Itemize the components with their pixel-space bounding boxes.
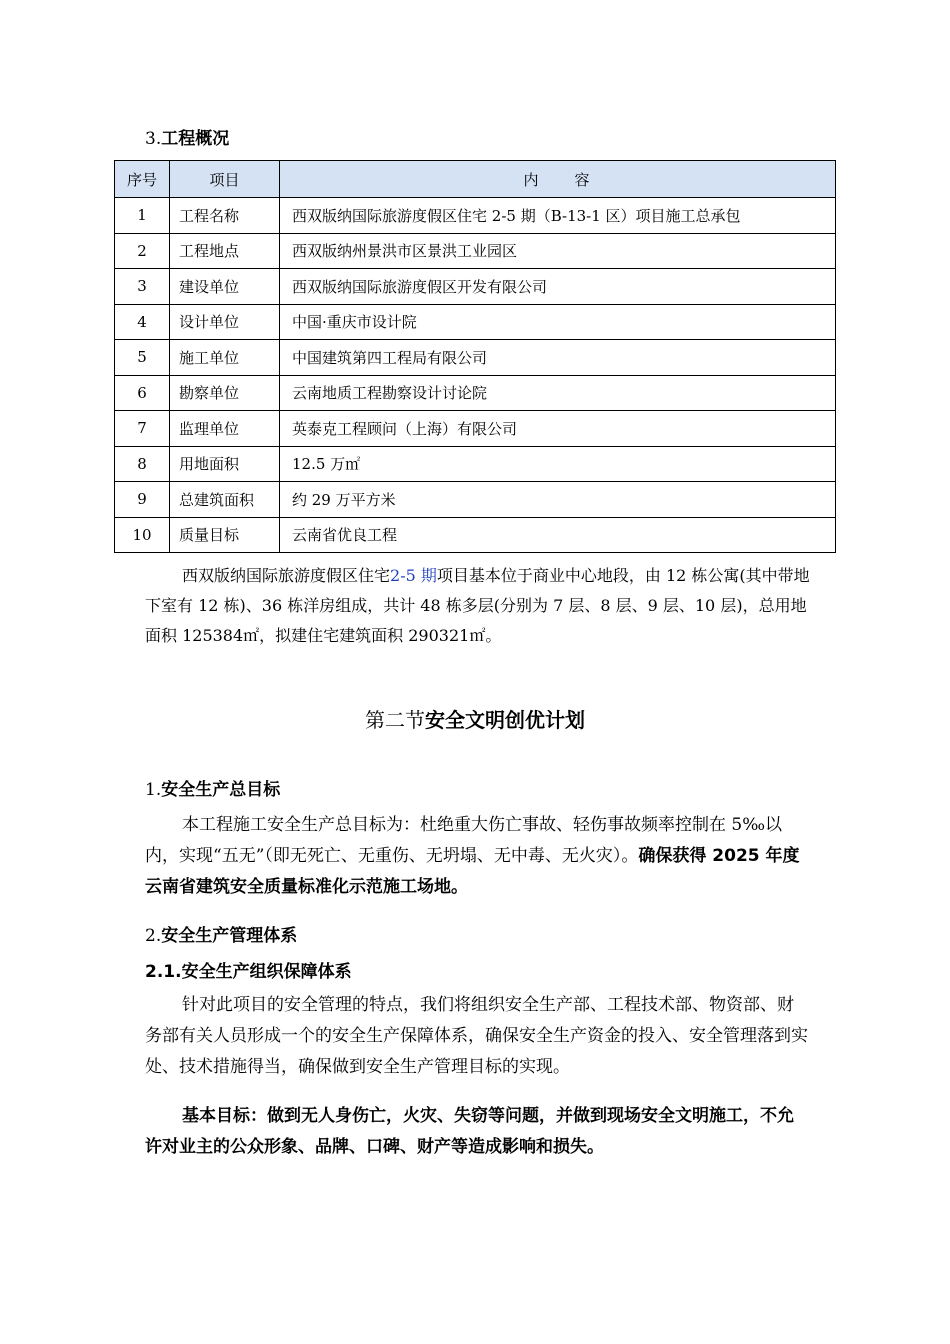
row-content: 西双版纳国际旅游度假区开发有限公司 — [280, 269, 836, 305]
system-heading-number: 2. — [145, 926, 162, 946]
basic-goal-paragraph: 基本目标：做到无人身伤亡，火灾、失窃等问题，并做到现场安全文明施工，不允许对业主的公众形象、品牌、口碑、财产等造成影响和损失。 — [145, 1106, 794, 1157]
row-content: 西双版纳国际旅游度假区住宅 2-5 期（B-13-1 区）项目施工总承包 — [280, 198, 836, 234]
row-no: 6 — [115, 375, 170, 411]
overview-paragraph-rest: 项目基本位于商业中心地段，由 12 栋公寓(其中带地下室有 12 栋)、36 栋洋房组成，共计 48 栋多层(分别为 7 层、8 层、9 层、10 层)，总用地面积 125384㎡，拟建住宅建筑面积 290321㎡。 — [145, 566, 810, 645]
row-no: 1 — [115, 198, 170, 234]
row-content: 云南省优良工程 — [280, 517, 836, 553]
row-item: 工程名称 — [170, 198, 280, 234]
header-no: 序号 — [115, 161, 170, 198]
row-no: 3 — [115, 269, 170, 305]
row-content: 中国建筑第四工程局有限公司 — [280, 340, 836, 376]
overview-paragraph — [145, 561, 810, 651]
section-title — [0, 704, 950, 733]
row-item: 用地面积 — [170, 446, 280, 482]
table-row — [115, 269, 836, 305]
row-item: 工程地点 — [170, 233, 280, 269]
overview-heading-number: 3. — [145, 129, 162, 149]
goal-paragraph — [145, 810, 810, 903]
system-heading — [145, 921, 297, 946]
overview-paragraph-start: 西双版纳国际旅游度假区住宅 — [182, 566, 391, 585]
goal-bold-text: 确保获得 2025 年度云南省建筑安全质量标准化示范施工场地。 — [145, 846, 800, 897]
table-row — [115, 375, 836, 411]
row-no: 2 — [115, 233, 170, 269]
row-no: 10 — [115, 517, 170, 553]
goal-heading-number: 1. — [145, 780, 162, 800]
table-row — [115, 482, 836, 518]
row-content: 西双版纳州景洪市区景洪工业园区 — [280, 233, 836, 269]
row-item: 建设单位 — [170, 269, 280, 305]
section-number: 第二节 — [365, 708, 425, 732]
row-no: 7 — [115, 411, 170, 447]
goal-heading — [145, 775, 280, 800]
row-content: 12.5 万㎡ — [280, 446, 836, 482]
overview-heading — [145, 124, 229, 149]
table-row — [115, 233, 836, 269]
row-item: 设计单位 — [170, 304, 280, 340]
row-content: 中国·重庆市设计院 — [280, 304, 836, 340]
row-no: 5 — [115, 340, 170, 376]
goal-heading-text: 安全生产总目标 — [161, 780, 281, 800]
row-item: 监理单位 — [170, 411, 280, 447]
section-name: 安全文明创优计划 — [425, 708, 585, 732]
row-item: 总建筑面积 — [170, 482, 280, 518]
table-row — [115, 340, 836, 376]
row-no: 4 — [115, 304, 170, 340]
table-row — [115, 411, 836, 447]
system-subheading: 2.1.安全生产组织保障体系 — [145, 962, 352, 982]
row-item: 施工单位 — [170, 340, 280, 376]
row-content: 英泰克工程顾问（上海）有限公司 — [280, 411, 836, 447]
table-row — [115, 304, 836, 340]
table-header-row — [115, 161, 836, 198]
overview-heading-text: 工程概况 — [161, 129, 230, 149]
row-content: 云南地质工程勘察设计讨论院 — [280, 375, 836, 411]
table-row — [115, 446, 836, 482]
row-content: 约 29 万平方米 — [280, 482, 836, 518]
project-overview-table — [114, 160, 836, 553]
row-no: 9 — [115, 482, 170, 518]
system-heading-text: 安全生产管理体系 — [161, 926, 298, 946]
row-item: 勘察单位 — [170, 375, 280, 411]
table-row — [115, 517, 836, 553]
header-content: 内 容 — [280, 161, 836, 198]
row-item: 质量目标 — [170, 517, 280, 553]
header-item: 项目 — [170, 161, 280, 198]
row-no: 8 — [115, 446, 170, 482]
system-paragraph: 针对此项目的安全管理的特点，我们将组织安全生产部、工程技术部、物资部、财务部有关人员形成一个的安全生产保障体系，确保安全生产资金的投入、安全管理落到实处、技术措施得当，确保做到安全生产管理目标的实现。 — [145, 995, 808, 1077]
phase-link: 2-5 期 — [390, 566, 437, 585]
goal-text: 本工程施工安全生产总目标为：杜绝重大伤亡事故、轻伤事故频率控制在 5‰以内，实现“五无”（即无死亡、无重伤、无坍塌、无中毒、无火灾）。 — [145, 815, 783, 866]
table-row — [115, 198, 836, 234]
